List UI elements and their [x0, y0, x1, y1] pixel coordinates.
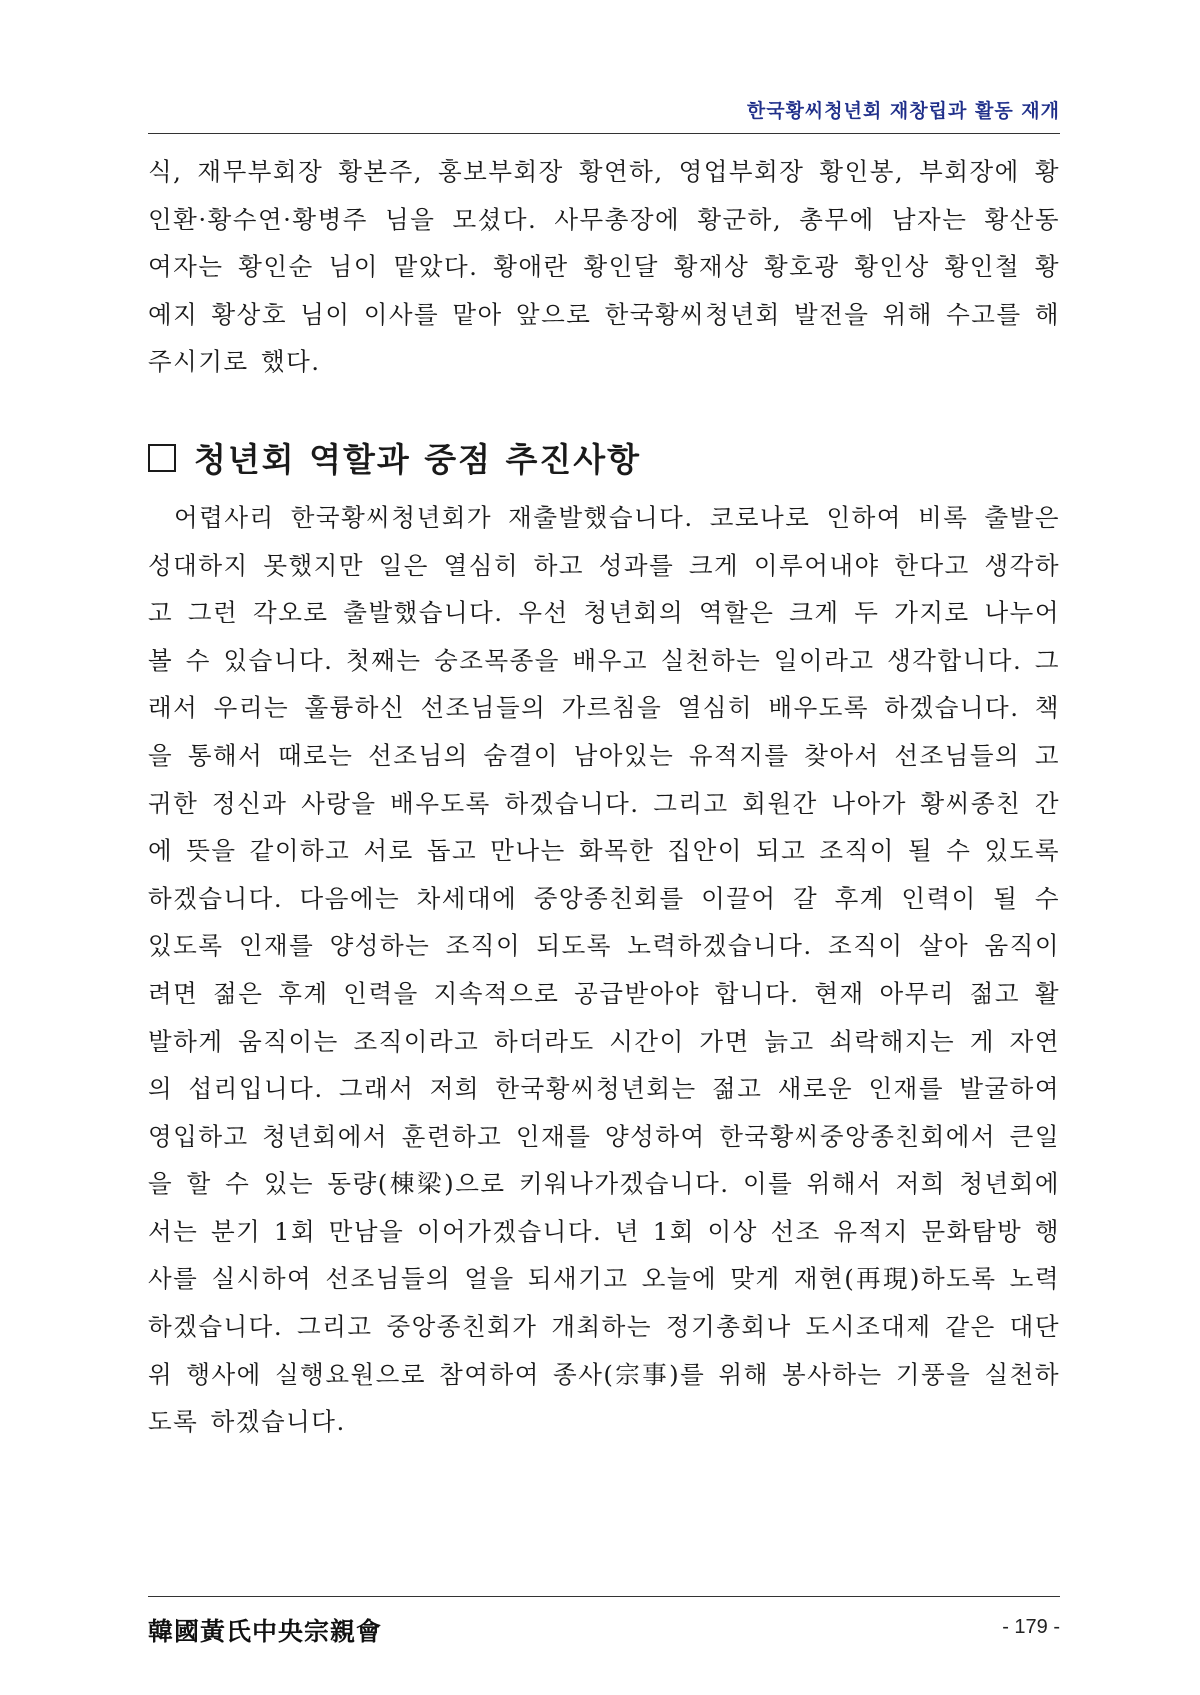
- section-heading: [148, 430, 1060, 486]
- intro-paragraph: 식, 재무부회장 황본주, 홍보부회장 황연하, 영업부회장 황인봉, 부회장에 황인환·황수연·황병주 님을 모셨다. 사무총장에 황군하, 총무에 남자는 황산동 여자는 황인순 님이 맡았다. 황애란 황인달 황재상 황호광 황인상 황인철 황예지 황상호 님이 이사를 맡아 앞으로 한국황씨청년회 발전을 위해 수고를 해주시기로 했다.: [148, 157, 1060, 377]
- empty-square-bullet-icon: [148, 444, 176, 472]
- section-paragraph: 어렵사리 한국황씨청년회가 재출발했습니다. 코로나로 인하여 비록 출발은 성대하지 못했지만 일은 열심히 하고 성과를 크게 이루어내야 한다고 생각하고 그런 각오로 출발했습니다. 우선 청년회의 역할은 크게 두 가지로 나누어 볼 수 있습니다. 첫째는 숭조목종을 배우고 실천하는 일이라고 생각합니다. 그래서 우리는 훌륭하신 선조님들의 가르침을 열심히 배우도록 하겠습니다. 책을 통해서 때로는 선조님의 숨결이 남아있는 유적지를 찾아서 선조님들의 고귀한 정신과 사랑을 배우도록 하겠습니다. 그리고 회원간 나아가 황씨종친 간에 뜻을 같이하고 서로 돕고 만나는 화목한 집안이 되고 조직이 될 수 있도록 하겠습니다. 다음에는 차세대에 중앙종친회를 이끌어 갈 후계 인력이 될 수 있도록 인재를 양성하는 조직이 되도록 노력하겠습니다. 조직이 살아 움직이려면 젊은 후계 인력을 지속적으로 공급받아야 합니다. 현재 아무리 젊고 활발하게 움직이는 조직이라고 하더라도 시간이 가면 늙고 쇠락해지는 게 자연의 섭리입니다. 그래서 저희 한국황씨청년회는 젊고 새로운 인재를 발굴하여 영입하고 청년회에서 훈련하고 인재를 양성하여 한국황씨중앙종친회에서 큰일을 할 수 있는 동량(棟梁)으로 키워나가겠습니다. 이를 위해서 저희 청년회에서는 분기 1회 만남을 이어가겠습니다. 년 1회 이상 선조 유적지 문화탐방 행사를 실시하여 선조님들의 얼을 되새기고 오늘에 맞게 재현(再現)하도록 노력하겠습니다. 그리고 중앙종친회가 개최하는 정기총회나 도시조대제 같은 대단위 행사에 실행요원으로 참여하여 종사(宗事)를 위해 봉사하는 기풍을 실천하도록 하겠습니다.: [148, 502, 1060, 1437]
- page-content: [148, 148, 1060, 1446]
- footer-organization-name: 韓國黃氏中央宗親會: [148, 1617, 383, 1646]
- footer-divider: [148, 1596, 1060, 1597]
- page-number: - 179 -: [1002, 1616, 1060, 1638]
- header-divider: [148, 133, 1060, 134]
- section-title: 청년회 역할과 중점 추진사항: [194, 440, 642, 480]
- running-header-title: 한국황씨청년회 재창립과 활동 재개: [746, 100, 1060, 122]
